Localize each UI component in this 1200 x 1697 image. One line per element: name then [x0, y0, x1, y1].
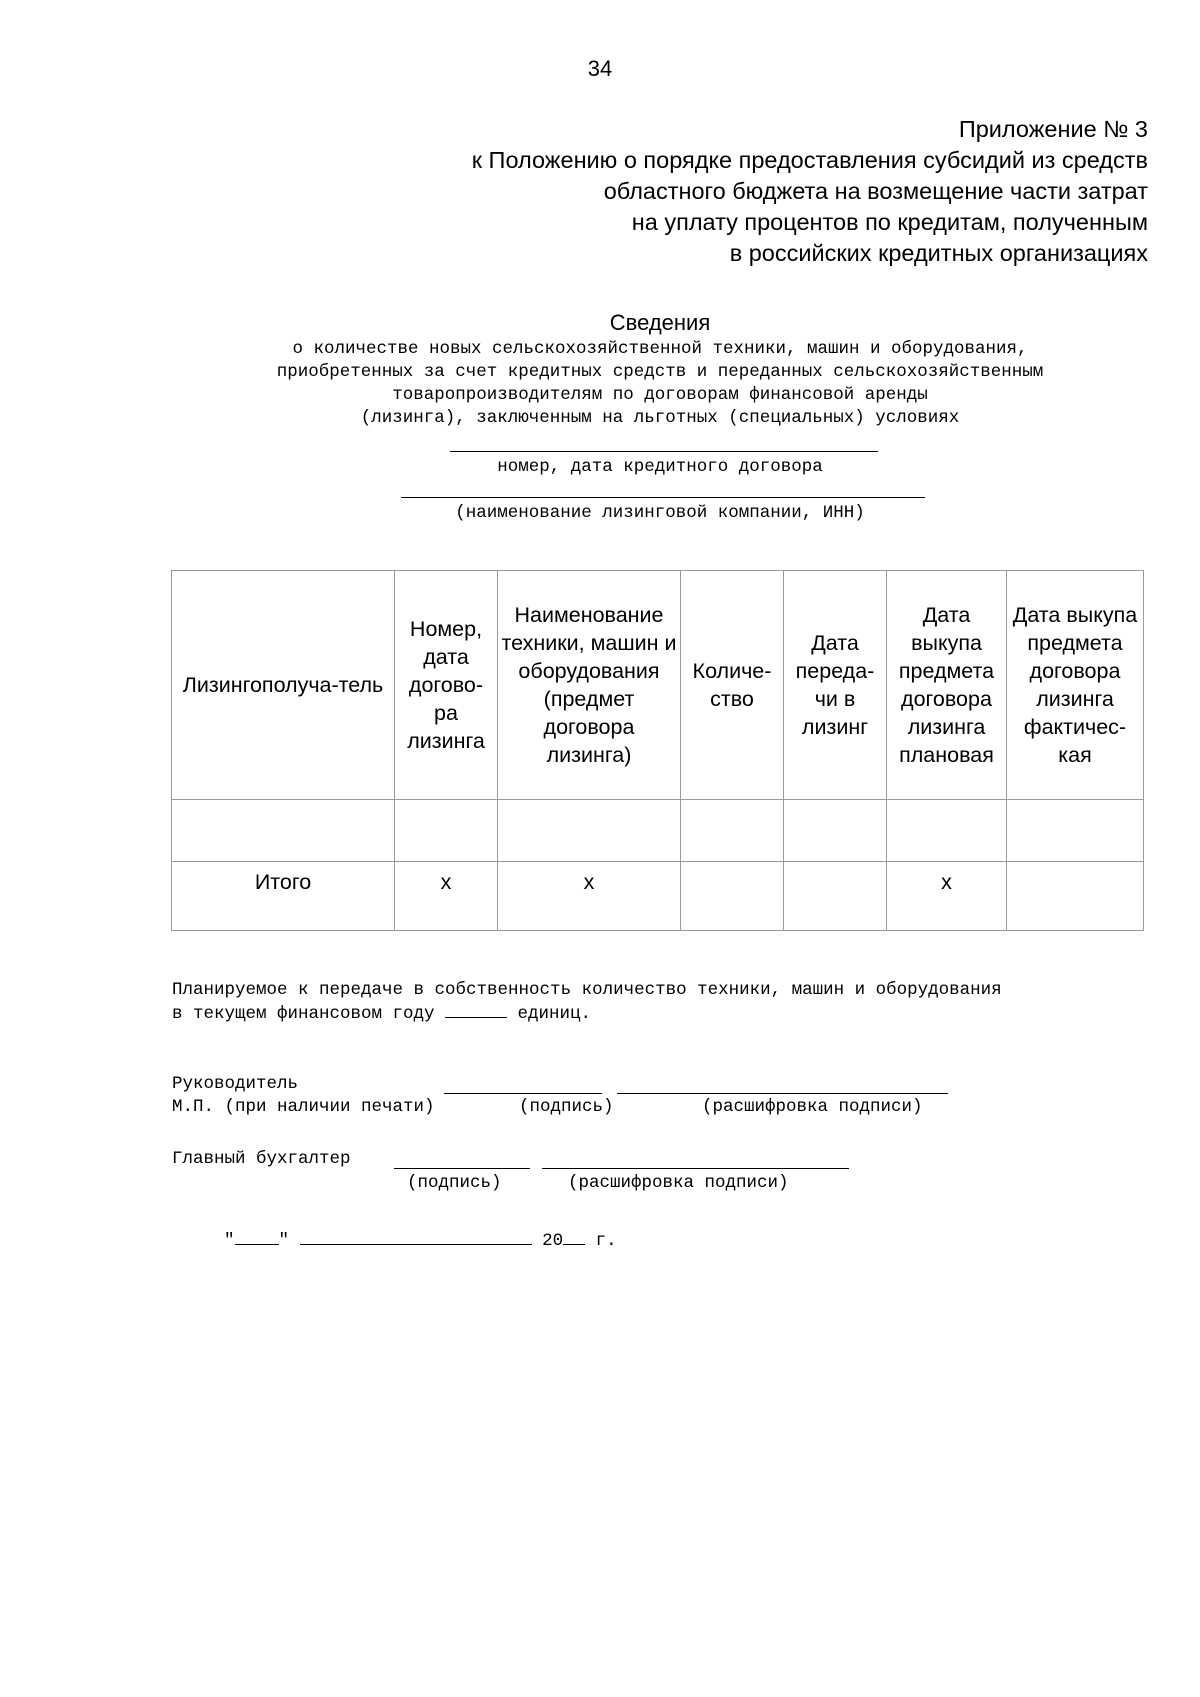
accountant-label: Главный бухгалтер: [172, 1149, 351, 1169]
company-caption: (наименование лизинговой компании, ИНН): [455, 503, 865, 523]
seal-label: М.П. (при наличии печати): [172, 1097, 435, 1117]
table-header-row: [172, 571, 1144, 800]
units-fill-line[interactable]: [445, 1002, 507, 1018]
table-cell[interactable]: [784, 800, 887, 862]
company-fill-line[interactable]: [401, 497, 925, 498]
header-actual-buyout-date: Дата выкупа предмета договора лизинга фактичес-кая: [1007, 571, 1144, 800]
document-title: Сведения: [609, 310, 711, 335]
contract-fill-line[interactable]: [450, 451, 878, 452]
planned-line-1: Планируемое к передаче в собственность количество техники, машин и оборудования: [172, 980, 1002, 1000]
total-cell: x: [887, 862, 1007, 931]
subtitle-line: (лизинга), заключенным на льготных (специальных) условиях: [360, 408, 960, 428]
month-fill-line[interactable]: [300, 1229, 532, 1245]
subtitle-line: приобретенных за счет кредитных средств и переданных сельскохозяйственным: [276, 362, 1044, 382]
leasing-table: [171, 570, 1144, 931]
header-planned-buyout-date: Дата выкупа предмета договора лизинга плановая: [887, 571, 1007, 800]
date-line: [224, 1229, 617, 1253]
header-contract-number-date: Номер, дата догово-ра лизинга: [395, 571, 498, 800]
accountant-signature-line[interactable]: [394, 1168, 530, 1169]
page-number: 34: [587, 56, 613, 81]
head-decoding-line[interactable]: [617, 1093, 948, 1094]
subtitle-line: о количестве новых сельскохозяйственной техники, машин и оборудования,: [292, 339, 1028, 359]
document-subtitle: [0, 338, 1200, 430]
year-suffix: г.: [585, 1231, 617, 1251]
appendix-line: в российских кредитных организациях: [729, 240, 1148, 266]
planned-line-2-start: в текущем финансовом году: [172, 1004, 446, 1024]
total-cell: x: [498, 862, 681, 931]
table-cell[interactable]: [681, 800, 784, 862]
planned-line-2-end: единиц.: [507, 1004, 592, 1024]
appendix-line: к Положению о порядке предоставления субсидий из средств: [471, 147, 1148, 173]
total-cell[interactable]: [681, 862, 784, 931]
total-cell[interactable]: [784, 862, 887, 931]
table-cell[interactable]: [395, 800, 498, 862]
appendix-header: [248, 114, 1148, 269]
contract-caption: номер, дата кредитного договора: [497, 457, 823, 477]
accountant-decoding-caption: (расшифровка подписи): [568, 1173, 789, 1193]
header-quantity: Количе-ство: [681, 571, 784, 800]
header-equipment-name: Наименование техники, машин и оборудования (предмет договора лизинга): [498, 571, 681, 800]
table-row: [172, 800, 1144, 862]
appendix-line: на уплату процентов по кредитам, полученным: [631, 209, 1148, 235]
date-close-quote: ": [278, 1231, 290, 1251]
table-cell[interactable]: [1007, 800, 1144, 862]
head-decoding-caption: (расшифровка подписи): [702, 1097, 923, 1117]
total-cell[interactable]: [1007, 862, 1144, 931]
appendix-line: Приложение № 3: [958, 116, 1148, 142]
header-lessee: Лизингополуча-тель: [172, 571, 395, 800]
total-label: Итого: [172, 862, 395, 931]
year-fill-line[interactable]: [563, 1229, 585, 1245]
table-cell[interactable]: [172, 800, 395, 862]
appendix-line: областного бюджета на возмещение части затрат: [603, 178, 1148, 204]
header-transfer-date: Дата переда-чи в лизинг: [784, 571, 887, 800]
table-cell[interactable]: [887, 800, 1007, 862]
table-cell[interactable]: [498, 800, 681, 862]
head-signature-caption: (подпись): [519, 1097, 614, 1117]
subtitle-line: товаропроизводителям по договорам финансовой аренды: [392, 385, 928, 405]
accountant-signature-caption: (подпись): [407, 1173, 502, 1193]
head-label: Руководитель: [172, 1074, 299, 1094]
accountant-decoding-line[interactable]: [542, 1168, 849, 1169]
date-open-quote: ": [224, 1231, 235, 1251]
day-fill-line[interactable]: [235, 1229, 279, 1245]
year-prefix: 20: [542, 1231, 564, 1251]
planned-transfer-text: [172, 979, 1002, 1026]
total-cell: x: [395, 862, 498, 931]
head-signature-line[interactable]: [444, 1093, 602, 1094]
table-total-row: [172, 862, 1144, 931]
